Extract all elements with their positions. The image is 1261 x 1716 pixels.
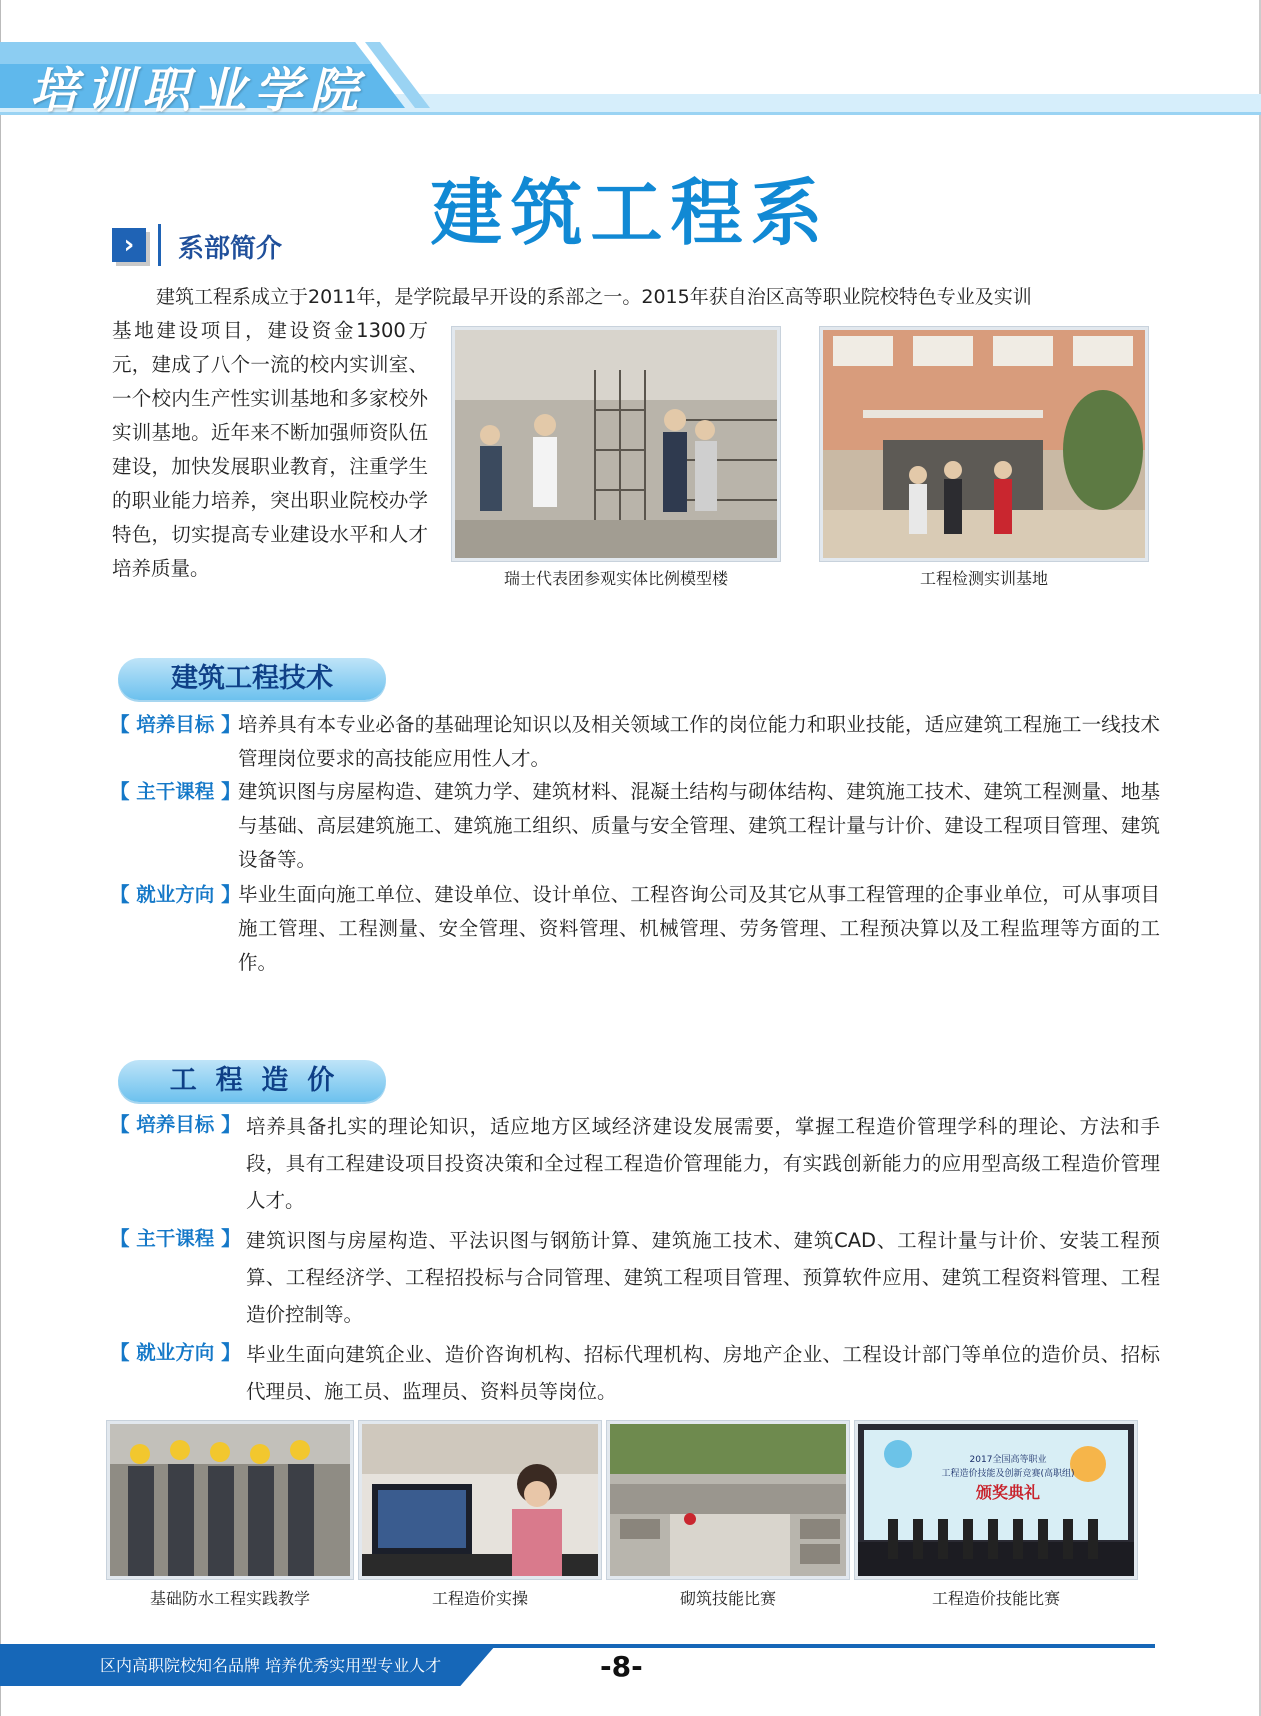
- footer-slogan: 区内高职院校知名品牌 培养优秀实用型专业人才: [100, 1656, 442, 1675]
- photo-swiss-delegation: [455, 330, 777, 558]
- section-heading-label: 系部简介: [178, 234, 283, 264]
- photo-cost-practice-image: [362, 1424, 598, 1576]
- page-title: 建筑工程系: [430, 171, 831, 255]
- award-banner-line3: 颁奖典礼: [975, 1483, 1041, 1502]
- photo-waterproofing-image: [110, 1424, 350, 1576]
- intro-first-line: 建筑工程系成立于2011年，是学院最早开设的系部之一。2015年获自治区高等职业院校特色专业及实训: [156, 286, 1032, 308]
- item-tag: 【 主干课程 】: [110, 1227, 241, 1250]
- photo-masonry-contest: [610, 1424, 846, 1576]
- photo-caption: 瑞士代表团参观实体比例模型楼: [503, 569, 728, 588]
- item-tag: 【 就业方向 】: [110, 883, 241, 906]
- program-pill-cost: [118, 1060, 386, 1102]
- program-item: [110, 878, 1160, 980]
- program-item: [110, 1108, 1160, 1218]
- award-banner-line2: 工程造价技能及创新竞赛(高职组): [941, 1469, 1075, 1479]
- photo-masonry-image: [610, 1424, 846, 1576]
- program-pill-construction: [118, 658, 386, 700]
- photo-cost-contest-image: [858, 1424, 1134, 1576]
- item-text: 建筑识图与房屋构造、建筑力学、建筑材料、混凝土结构与砌体结构、建筑施工技术、建筑工程测量、地基与基础、高层建筑施工、建筑施工组织、质量与安全管理、建筑工程计量与计价、建设工程项目管理、建筑设备等。: [238, 780, 1160, 871]
- photo-swiss-delegation-image: [455, 330, 777, 558]
- college-logo-text: 培训职业学院: [30, 63, 367, 119]
- program-item: [110, 1336, 1160, 1410]
- photo-cost-contest: [858, 1424, 1134, 1576]
- intro-paragraph: 基地建设项目，建设资金1300万元，建成了八个一流的校内实训室、一个校内生产性实训基地和多家校外实训基地。近年来不断加强师资队伍建设，加快发展职业教育，注重学生的职业能力培养，突出职业院校办学特色，切实提高专业建设水平和人才培养质量。: [112, 319, 428, 580]
- page-number: -8-: [600, 1650, 643, 1683]
- program-item: [110, 775, 1160, 877]
- item-text: 毕业生面向建筑企业、造价咨询机构、招标代理机构、房地产企业、工程设计部门等单位的造价员、招标代理员、施工员、监理员、资料员等岗位。: [246, 1343, 1160, 1403]
- program-item: [110, 708, 1160, 776]
- heading-divider: [158, 224, 161, 266]
- photo-testing-base-image: [823, 330, 1145, 558]
- photo-caption: 砌筑技能比赛: [679, 1589, 776, 1608]
- photo-caption: 工程造价实操: [431, 1589, 528, 1608]
- program-item: [110, 1222, 1160, 1332]
- item-text: 毕业生面向施工单位、建设单位、设计单位、工程咨询公司及其它从事工程管理的企事业单位，可从事项目施工管理、工程测量、安全管理、资料管理、机械管理、劳务管理、工程预决算以及工程监理等方面的工作。: [238, 883, 1160, 974]
- item-tag: 【 就业方向 】: [110, 1341, 241, 1364]
- item-tag: 【 主干课程 】: [110, 780, 241, 803]
- program-title: 工 程 造 价: [169, 1065, 335, 1096]
- photo-waterproofing-teaching: [110, 1424, 350, 1576]
- photo-caption: 基础防水工程实践教学: [149, 1589, 310, 1608]
- item-text: 建筑识图与房屋构造、平法识图与钢筋计算、建筑施工技术、建筑CAD、工程计量与计价、安装工程预算、工程经济学、工程招投标与合同管理、建筑工程项目管理、预算软件应用、建筑工程资料管理、工程造价控制等。: [246, 1229, 1160, 1326]
- program-title: 建筑工程技术: [171, 663, 333, 694]
- photo-cost-practice: [362, 1424, 598, 1576]
- header-band: [0, 0, 1261, 130]
- item-text: 培养具有本专业必备的基础理论知识以及相关领域工作的岗位能力和职业技能，适应建筑工程施工一线技术管理岗位要求的高技能应用性人才。: [238, 713, 1160, 770]
- photo-caption: 工程检测实训基地: [919, 569, 1048, 588]
- item-tag: 【 培养目标 】: [110, 713, 241, 736]
- item-text: 培养具备扎实的理论知识，适应地方区域经济建设发展需要，掌握工程造价管理学科的理论、方法和手段，具有工程建设项目投资决策和全过程工程造价管理能力，有实践创新能力的应用型高级工程造价管理人才。: [246, 1115, 1160, 1212]
- chevron-right-icon: ›: [112, 228, 146, 262]
- photo-testing-base: [823, 330, 1145, 558]
- photo-caption: 工程造价技能比赛: [931, 1589, 1060, 1608]
- award-banner-line1: 2017全国高等职业: [969, 1455, 1047, 1465]
- item-tag: 【 培养目标 】: [110, 1113, 241, 1136]
